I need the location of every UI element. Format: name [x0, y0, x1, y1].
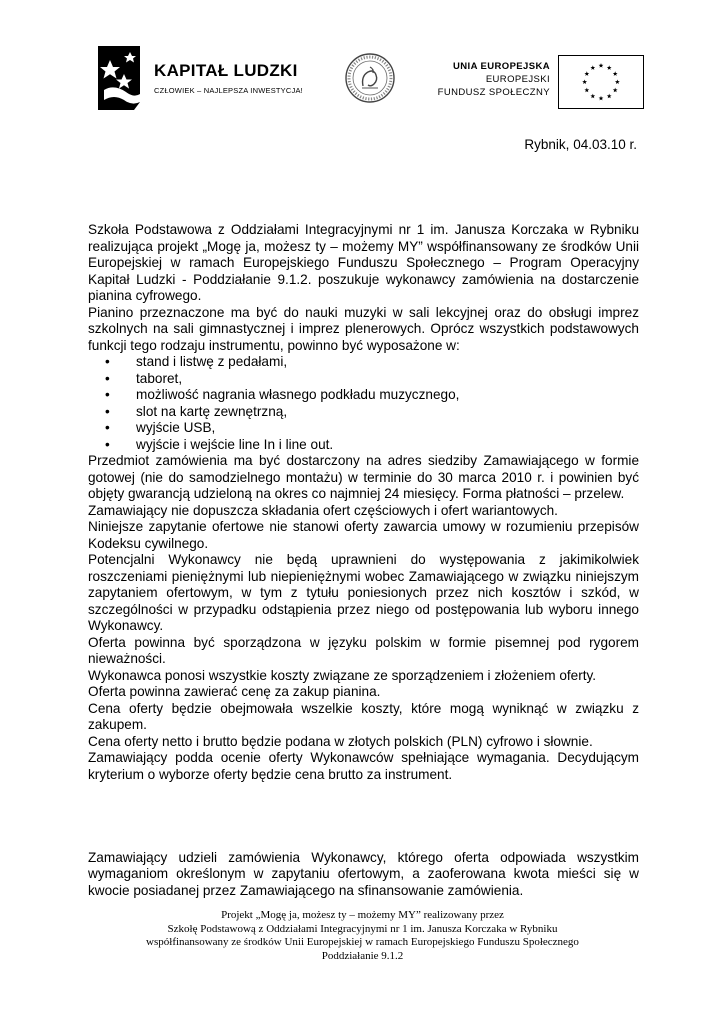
document-footer: [100, 909, 625, 963]
footer-line: Projekt „Mogę ja, możesz ty – możemy MY” realizowany przez: [221, 909, 504, 921]
paragraph-purpose: Pianino przeznaczone ma być do nauki muzyki w sali lekcyjnej oraz do obsługi imprez szkolnych na sali gimnastycznej i imprez plenerowych. Oprócz wszystkich podstawowych funkcji tego rodzaju instrumentu, powinno być wyposażone w:: [88, 304, 639, 353]
paragraph-price-currency: Cena oferty netto i brutto będzie podana w złotych polskich (PLN) cyfrowo i słownie.: [88, 733, 593, 749]
kapital-ludzki-subtitle: CZŁOWIEK – NAJLEPSZA INWESTYCJA!: [154, 86, 303, 95]
list-item: • stand i listwę z pedałami,: [88, 354, 639, 371]
list-item: • wyjście USB,: [88, 420, 639, 437]
eu-flag-icon: [558, 55, 644, 109]
list-item: • możliwość nagrania własnego podkładu muzycznego,: [88, 387, 639, 404]
paragraph-price-scope: Cena oferty będzie obejmowała wszelkie koszty, które mogą wyniknąć w związku z zakupem.: [88, 700, 639, 732]
list-item: • taboret,: [88, 371, 639, 388]
paragraph-award: Zamawiający udzieli zamówienia Wykonawcy, którego oferta odpowiada wszystkim wymaganiom określonym w zapytaniu ofertowym, a zaoferowana kwota mieści się w kwocie posiadanej przez Zamawiającego na sfinansowanie zamówienia.: [88, 849, 639, 898]
document-date: Rybnik, 04.03.10 r.: [524, 137, 637, 152]
list-item: • wyjście i wejście line In i line out.: [88, 437, 639, 454]
feature-list: [88, 354, 639, 453]
eu-fund-text: [432, 60, 550, 99]
paragraph-evaluation: Zamawiający podda ocenie oferty Wykonawców spełniające wymagania. Decydującym kryterium o wyborze oferty będzie cena brutto za instrument.: [88, 750, 639, 782]
eu-fund-label-2: FUNDUSZ SPOŁECZNY: [437, 87, 550, 98]
footer-line: Szkołę Podstawową z Oddziałami Integracyjnymi nr 1 im. Janusza Korczaka w Rybniku: [167, 922, 558, 935]
eu-union-label: UNIA EUROPEJSKA: [453, 61, 550, 72]
kapital-ludzki-title: KAPITAŁ LUDZKI: [154, 61, 298, 80]
list-item: • slot na kartę zewnętrzną,: [88, 404, 639, 421]
paragraph-no-claims: Potencjalni Wykonawcy nie będą uprawnieni do występowania z jakimikolwiek roszczeniami pieniężnymi lub niepieniężnymi wobec Zamawiającego w związku niniejszym zapytaniem ofertowym, w tym z tytułu poniesionych przez nich kosztów i szkód, w szczególności w przypadku odstąpienia przez niego od postępowania lub wyboru innego Wykonawcy.: [88, 552, 639, 633]
footer-line: Poddziałanie 9.1.2: [321, 949, 404, 962]
eu-fund-label-1: EUROPEJSKI: [485, 74, 550, 85]
school-seal-icon: [344, 52, 396, 104]
paragraph-intro: Szkoła Podstawowa z Oddziałami Integracyjnymi nr 1 im. Janusza Korczaka w Rybniku realizująca projekt „Mogę ja, możesz ty – możemy MY” współfinansowany ze środków Unii Europejskiej w ramach Europejskiego Funduszu Społecznego – Program Operacyjny Kapitał Ludzki - Poddziałanie 9.1.2. poszukuje wykonawcy zamówienia na dostarczenie pianina cyfrowego.: [88, 222, 639, 303]
paragraph-language: Oferta powinna być sporządzona w języku polskim w formie pisemnej pod rygorem nieważności.: [88, 634, 639, 666]
kapital-ludzki-logo-icon: [94, 44, 144, 112]
document-body: [88, 222, 639, 783]
paragraph-not-contract: Niniejsze zapytanie ofertowe nie stanowi oferty zawarcia umowy w rozumieniu przepisów Kodeksu cywilnego.: [88, 519, 639, 551]
footer-line: współfinansowany ze środków Unii Europejskiej w ramach Europejskiego Funduszu Społecznego: [146, 936, 579, 948]
paragraph-price: Oferta powinna zawierać cenę za zakup pianina.: [88, 684, 381, 699]
kapital-ludzki-logo: [94, 44, 324, 114]
paragraph-delivery: Przedmiot zamówienia ma być dostarczony na adres siedziby Zamawiającego w formie gotowej (nie do samodzielnego montażu) w terminie do 30 marca 2010 r. i powinien być objęty gwarancją udzieloną na okres co najmniej 24 miesięcy. Forma płatności – przelew.: [88, 453, 639, 501]
paragraph-no-partial-offers: Zamawiający nie dopuszcza składania ofert częściowych i ofert wariantowych.: [88, 502, 558, 518]
paragraph-costs: Wykonawca ponosi wszystkie koszty związane ze sporządzeniem i złożeniem oferty.: [88, 667, 597, 683]
